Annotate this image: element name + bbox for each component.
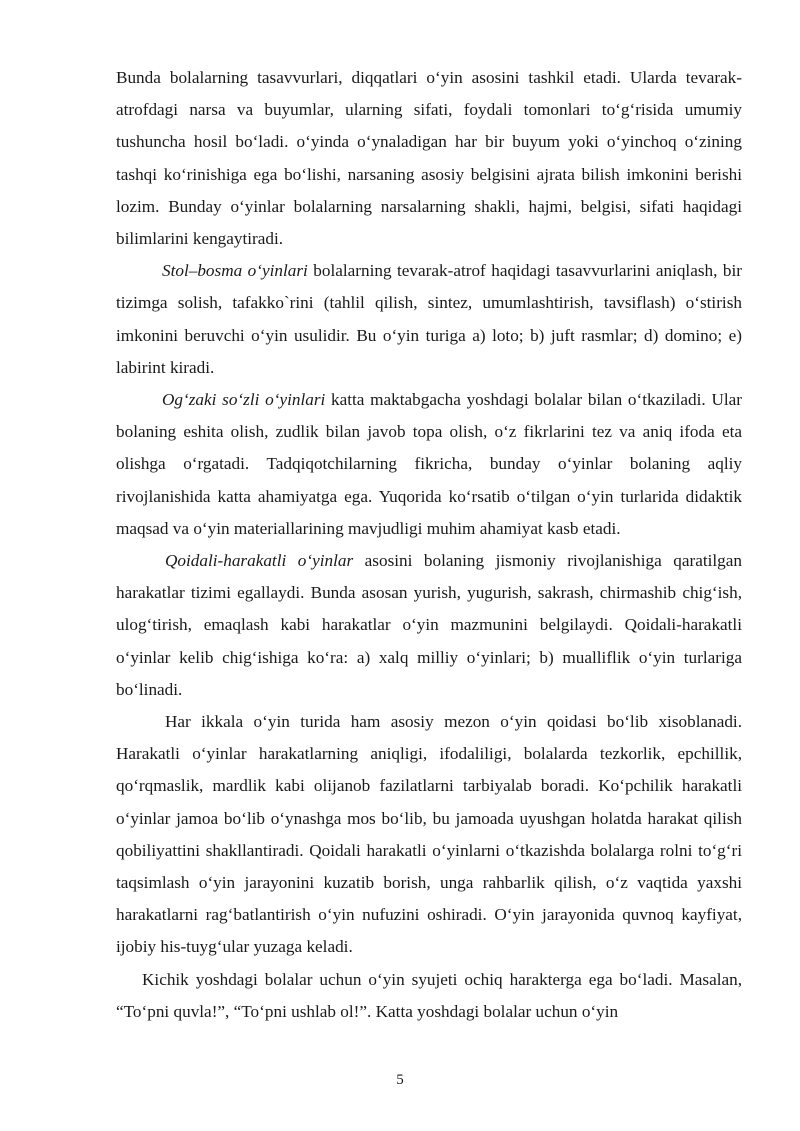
paragraph-game-rules bbox=[116, 706, 742, 964]
paragraph-verbal-games bbox=[116, 384, 742, 545]
paragraph-intro bbox=[116, 62, 742, 255]
term-movement-games: Qoidali-harakatli o‘yinlar bbox=[165, 551, 354, 571]
page-number: 5 bbox=[396, 1072, 404, 1088]
document-page bbox=[116, 62, 742, 1028]
paragraph-text: Kichik yoshdagi bolalar uchun o‘yin syujeti ochiq harakterga ega bo‘ladi. Masalan, “To‘pni quvla!”, “To‘pni ushlab ol!”. Katta yoshdagi bolalar uchun o‘yin bbox=[116, 969, 742, 1021]
paragraph-text: bolalarning tevarak-atrof haqidagi tasavvurlarini aniqlash, bir tizimga solish, tafakko`rini (tahlil qilish, sintez, umumlashtirish, tavsiflash) o‘stirish imkonini beruvchi o‘yin usulidir. Bu o‘yin turiga a) loto; b) juft rasmlar; d) domino; e) labirint kiradi. bbox=[116, 261, 742, 377]
paragraph-young-children bbox=[116, 964, 742, 1028]
paragraph-text: Bunda bolalarning tasavvurlari, diqqatlari o‘yin asosini tashkil etadi. Ularda tevarak-atrofdagi narsa va buyumlar, ularning sifati, foydali tomonlari to‘g‘risida umumiy tushuncha hosil bo‘ladi. o‘yinda o‘ynaladigan har bir buyum yoki o‘yinchoq o‘zining tashqi ko‘rinishiga ega bo‘lishi, narsaning asosiy belgisini ajrata bilish imkonini berishi lozim. Bunday o‘yinlar bolalarning narsalarning shakli, hajmi, belgisi, sifati haqidagi bilimlarini kengaytiradi. bbox=[116, 68, 742, 249]
paragraph-text: asosini bolaning jismoniy rivojlanishiga qaratilgan harakatlar tizimi egallaydi. Bunda asosan yurish, yugurish, sakrash, chirmashib chig‘ish, ulog‘tirish, emaqlash kabi harakatlar o‘yin mazmunini belgilaydi. Qoidali-harakatli o‘yinlar kelib chig‘ishiga ko‘ra: a) xalq milliy o‘yinlari; b) mualliflik o‘yin turlariga bo‘linadi. bbox=[116, 551, 742, 699]
term-verbal-games: Og‘zaki so‘zli o‘yinlari bbox=[162, 390, 326, 410]
paragraph-movement-games bbox=[116, 545, 742, 706]
paragraph-text: katta maktabgacha yoshdagi bolalar bilan o‘tkaziladi. Ular bolaning eshita olish, zudlik bilan javob topa olish, o‘z fikrlarini tez va aniq ifoda eta olishga o‘rgatadi. Tadqiqotchilarning fikricha, bunday o‘yinlar bolaning aqliy rivojlanishida katta ahamiyatga ega. Yuqorida ko‘rsatib o‘tilgan o‘yin turlarida didaktik maqsad va o‘yin materiallarining mavjudligi muhim ahamiyat kasb etadi. bbox=[116, 390, 743, 538]
term-board-games: Stol–bosma o‘yinlari bbox=[162, 261, 308, 281]
paragraph-board-games bbox=[116, 255, 742, 384]
paragraph-text: Har ikkala o‘yin turida ham asosiy mezon o‘yin qoidasi bo‘lib xisoblanadi. Harakatli o‘yinlar harakatlarning aniqligi, ifodaliligi, bolalarda tezkorlik, epchillik, qo‘rqmaslik, mardlik kabi olijanob fazilatlarni tarbiyalab boradi. Ko‘pchilik harakatli o‘yinlar jamoa bo‘lib o‘ynashga mos bo‘lib, bu jamoada uyushgan holatda harakat qilish qobiliyattini shakllantiradi. Qoidali harakatli o‘yinlarni o‘tkazishda bolalarga rolni to‘g‘ri taqsimlash o‘yin jarayonini kuzatib borish, unga rahbarlik qilish, o‘z vaqtida yaxshi harakatlarni rag‘batlantirish o‘yin nufuzini oshiradi. O‘yin jarayonida quvnoq kayfiyat, ijobiy his-tuyg‘ular yuzaga keladi. bbox=[116, 712, 742, 957]
